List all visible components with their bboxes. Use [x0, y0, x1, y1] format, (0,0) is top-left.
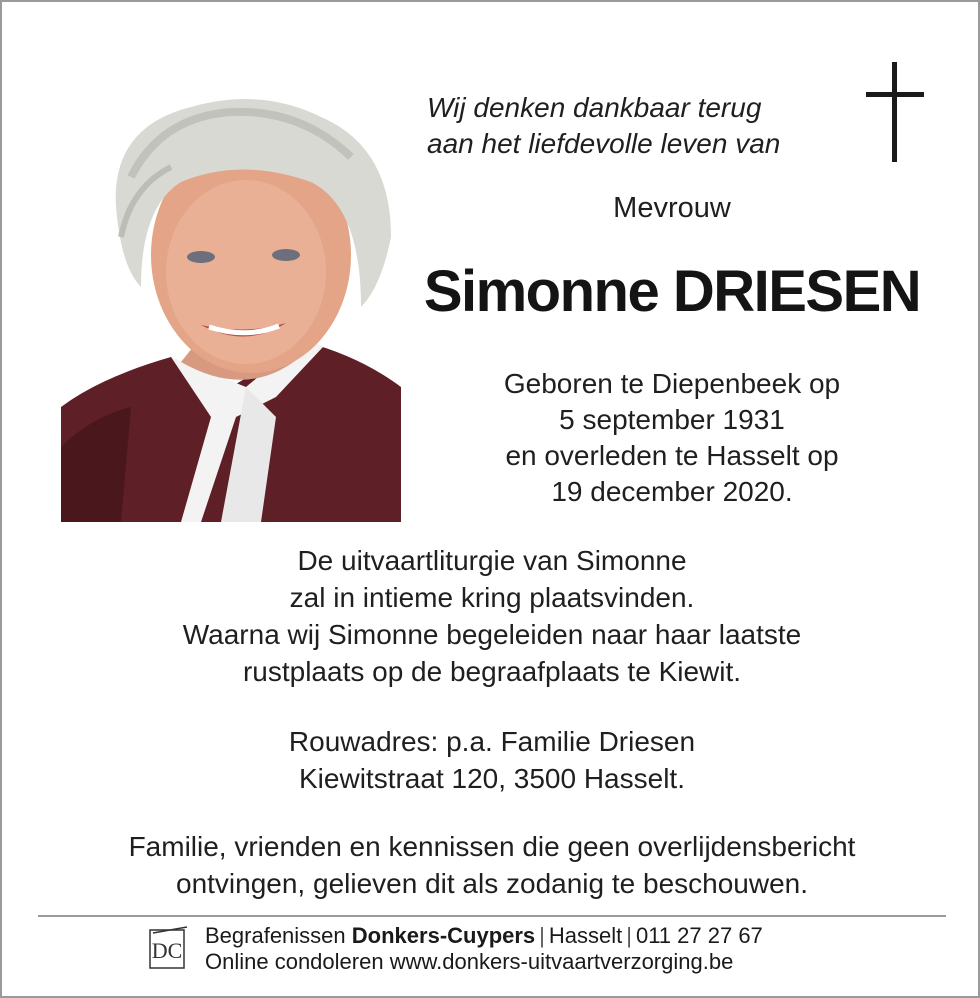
life-dates	[427, 366, 917, 510]
company-name: Donkers-Cuypers	[351, 923, 536, 948]
funeral-line: Waarna wij Simonne begeleiden naar haar laatste	[182, 619, 802, 650]
notice-text	[42, 828, 942, 902]
company-city: Hasselt	[548, 923, 623, 948]
funeral-home-logo-icon	[147, 925, 189, 971]
dates-line: 19 december 2020.	[551, 476, 793, 507]
separator: |	[626, 923, 632, 948]
condolence-label: Online condoleren	[205, 949, 384, 974]
website-link[interactable]: www.donkers-uitvaartverzorging.be	[389, 949, 734, 974]
footer-divider	[38, 915, 946, 917]
funeral-text	[42, 542, 942, 690]
mourning-address	[42, 723, 942, 797]
company-phone[interactable]: 011 27 27 67	[635, 923, 763, 948]
notice-line: Familie, vrienden en kennissen die geen overlijdensbericht	[128, 831, 856, 862]
footer-prefix: Begrafenissen	[205, 923, 346, 948]
intro-line: aan het liefdevolle leven van	[427, 128, 781, 159]
funeral-line: De uitvaartliturgie van Simonne	[297, 545, 687, 576]
address-line: Rouwadres: p.a. Familie Driesen	[288, 726, 696, 757]
cross-icon	[866, 62, 924, 162]
footer-line-company	[205, 923, 763, 949]
dates-line: 5 september 1931	[559, 404, 785, 435]
footer-line-online	[205, 949, 763, 975]
notice-line: ontvingen, gelieven dit als zodanig te beschouwen.	[176, 868, 808, 899]
portrait-photo	[61, 87, 401, 522]
dates-line: en overleden te Hasselt op	[505, 440, 839, 471]
funeral-line: rustplaats op de begraafplaats te Kiewit.	[242, 656, 742, 687]
address-line: Kiewitstraat 120, 3500 Hasselt.	[299, 763, 685, 794]
intro-line: Wij denken dankbaar terug	[427, 92, 762, 123]
footer-info	[205, 923, 763, 975]
deceased-name: Simonne DRIESEN	[423, 259, 921, 324]
intro-text	[427, 90, 780, 162]
dates-line: Geboren te Diepenbeek op	[503, 368, 841, 399]
honorific: Mevrouw	[613, 192, 731, 224]
separator: |	[539, 923, 545, 948]
logo-monogram: DC	[151, 938, 183, 963]
funeral-line: zal in intieme kring plaatsvinden.	[289, 582, 695, 613]
